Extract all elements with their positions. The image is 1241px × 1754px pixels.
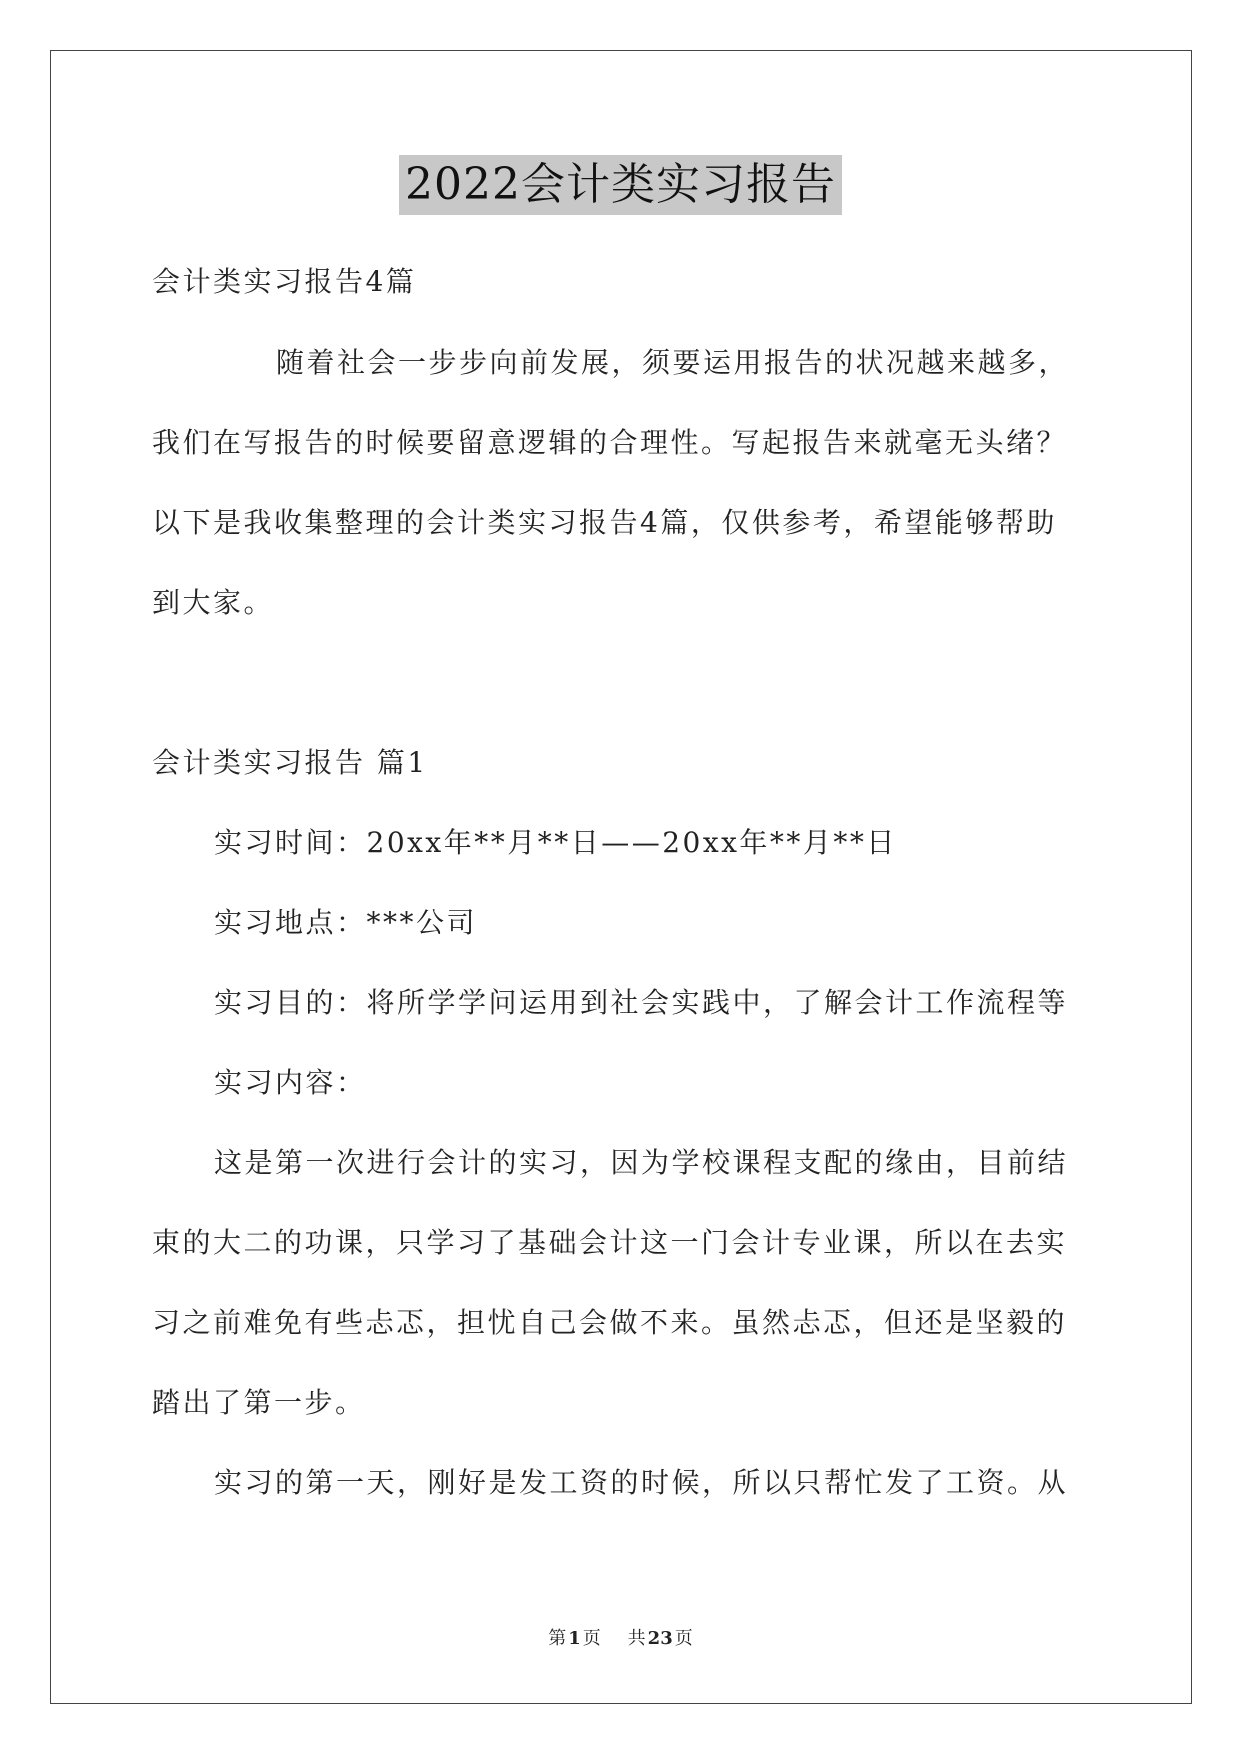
- intro-line-3: 以下是我收集整理的会计类实习报告4篇，仅供参考，希望能够帮助: [152, 506, 1057, 539]
- document-subtitle: 会计类实习报告4篇: [152, 265, 417, 298]
- info-line-time: 实习时间：20xx年**月**日——20xx年**月**日: [214, 826, 897, 859]
- body-line-2: 束的大二的功课，只学习了基础会计这一门会计专业课，所以在去实: [152, 1226, 1068, 1259]
- total-pages: 23: [647, 1628, 673, 1649]
- page-suffix: 页: [582, 1628, 601, 1649]
- document-title: 2022会计类实习报告: [399, 155, 842, 215]
- info-line-content: 实习内容：: [214, 1066, 367, 1099]
- total-suffix: 页: [674, 1628, 693, 1649]
- section-heading: 会计类实习报告 篇1: [152, 746, 428, 779]
- page-footer: [0, 1627, 1241, 1651]
- info-line-purpose: 实习目的：将所学学问运用到社会实践中，了解会计工作流程等: [214, 986, 1069, 1019]
- body-line-3: 习之前难免有些忐忑，担忧自己会做不来。虽然忐忑，但还是坚毅的: [152, 1306, 1068, 1339]
- page-number: 1: [568, 1628, 581, 1649]
- page-prefix: 第: [548, 1628, 567, 1649]
- body-line-5: 实习的第一天，刚好是发工资的时候，所以只帮忙发了工资。从: [214, 1466, 1069, 1499]
- intro-line-2: 我们在写报告的时候要留意逻辑的合理性。写起报告来就毫无头绪？: [152, 426, 1068, 459]
- intro-line-4: 到大家。: [152, 586, 275, 619]
- body-line-4: 踏出了第一步。: [152, 1386, 366, 1419]
- total-prefix: 共: [627, 1628, 646, 1649]
- body-line-1: 这是第一次进行会计的实习，因为学校课程支配的缘由，目前结: [214, 1146, 1069, 1179]
- intro-line-1: 随着社会一步步向前发展，须要运用报告的状况越来越多，: [276, 346, 1070, 379]
- info-line-location: 实习地点：***公司: [214, 906, 478, 939]
- title-container: [0, 155, 1241, 215]
